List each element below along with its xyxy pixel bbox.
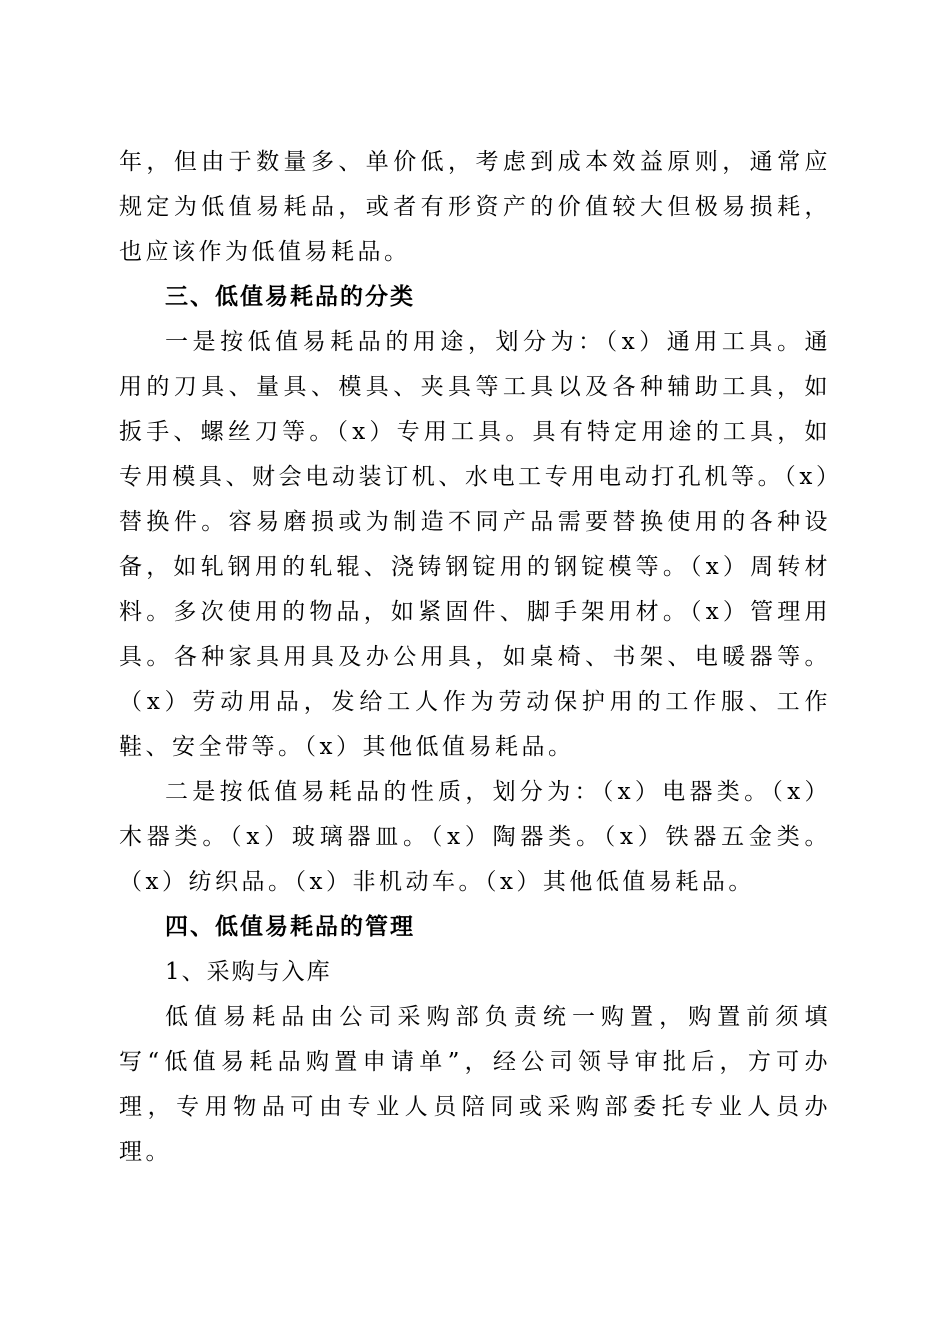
paragraph-continuation: 年，但由于数量多、单价低，考虑到成本效益原则，通常应规定为低值易耗品，或者有形资产的价值较大但极易损耗，也应该作为低值易耗品。 [119,149,831,265]
document-body [119,140,831,1175]
paragraph-purchase: 低值易耗品由公司采购部负责统一购置，购置前须填写“低值易耗品购置申请单”，经公司领导审批后，方可办理，专用物品可由专业人员陪同或采购部委托专业人员办理。 [119,1004,831,1165]
section-heading-management: 四、低值易耗品的管理 [165,914,415,940]
section-heading-classification: 三、低值易耗品的分类 [165,284,415,310]
paragraph-by-purpose: 一是按低值易耗品的用途，划分为：（x）通用工具。通用的刀具、量具、模具、夹具等工具以及各种辅助工具，如扳手、螺丝刀等。（x）专用工具。具有特定用途的工具，如专用模具、财会电动装订机、水电工专用电动打孔机等。（x）替换件。容易磨损或为制造不同产品需要替换使用的各种设备，如轧钢用的轧辊、浇铸钢锭用的钢锭模等。（x）周转材料。多次使用的物品，如紧固件、脚手架用材。（x）管理用具。各种家具用具及办公用具，如桌椅、书架、电暖器等。（x）劳动用品，发给工人作为劳动保护用的工作服、工作鞋、安全带等。（x）其他低值易耗品。 [119,329,831,760]
subsection-heading-purchase: 1、采购与入库 [165,959,332,985]
paragraph-by-nature: 二是按低值易耗品的性质，划分为：（x）电器类。（x）木器类。（x）玻璃器皿。（x）陶器类。（x）铁器五金类。（x）纺织品。（x）非机动车。（x）其他低值易耗品。 [119,779,831,895]
